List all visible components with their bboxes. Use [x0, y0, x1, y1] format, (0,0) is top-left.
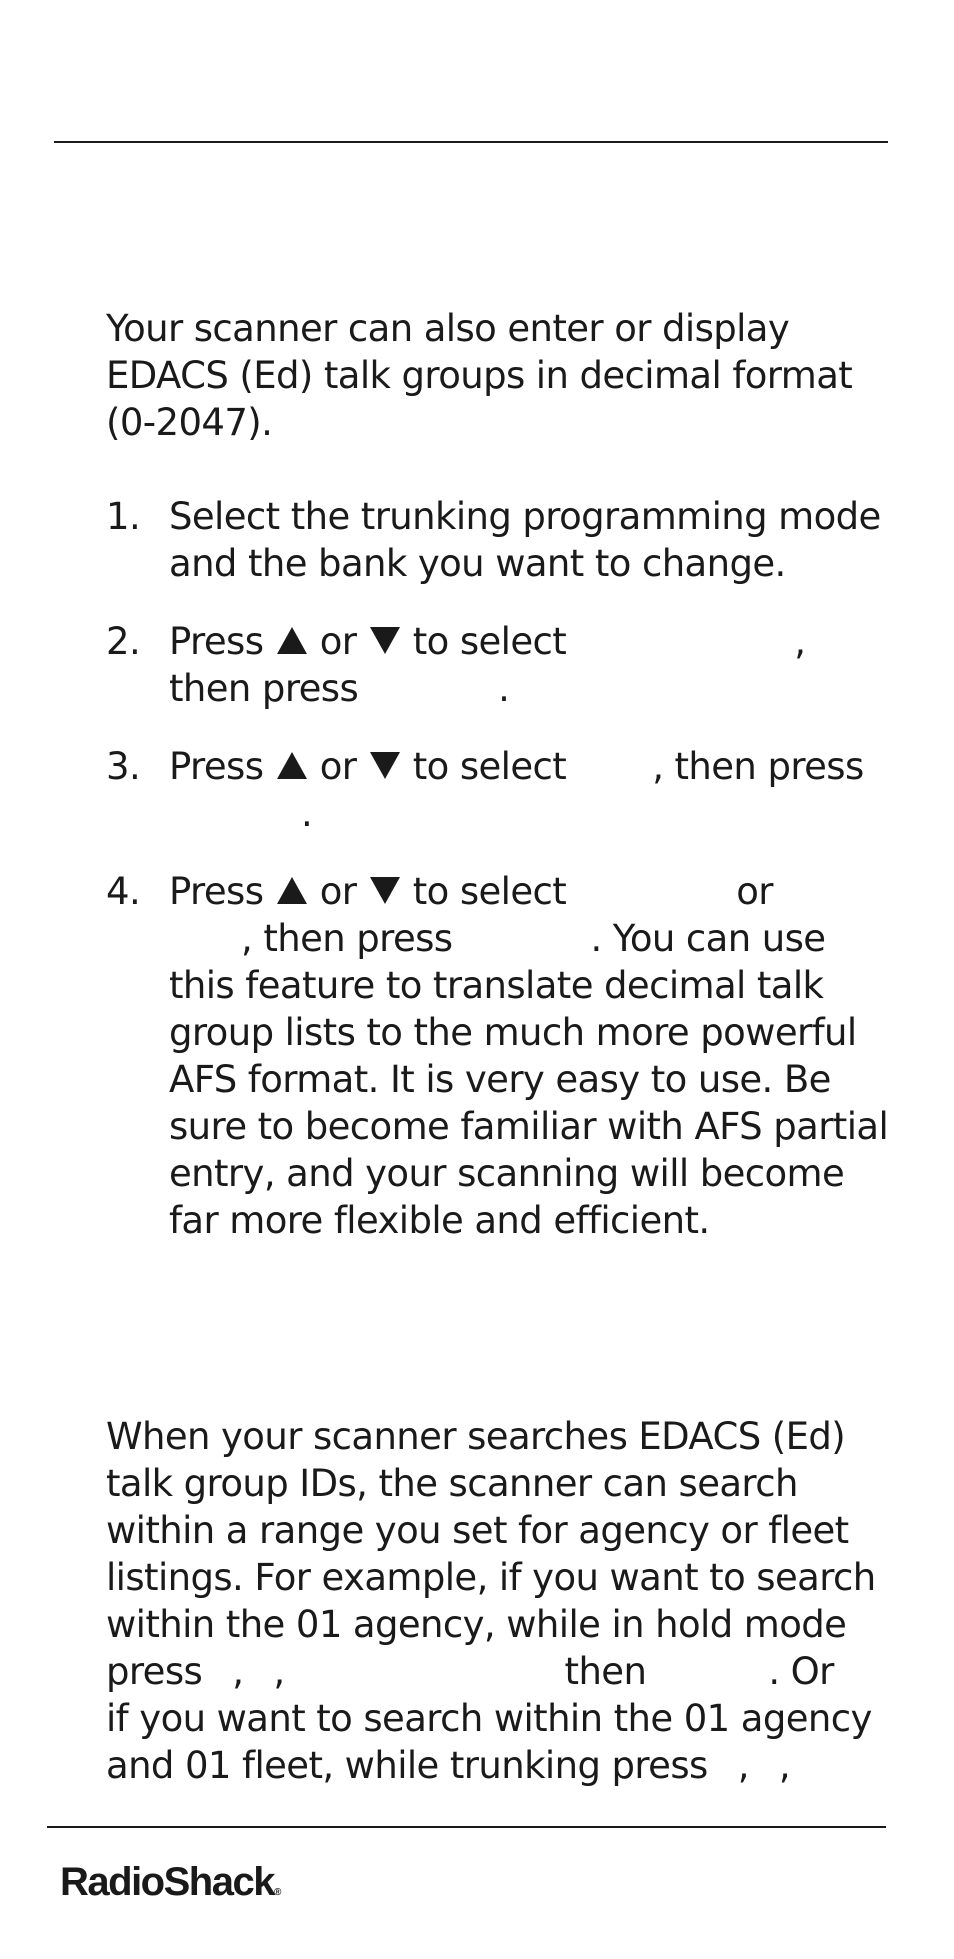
step-line: far more flexible and efficient. [169, 1199, 710, 1242]
logo-text: RadioShack [60, 1860, 274, 1904]
step-text: Press [169, 620, 264, 663]
intro-paragraph [106, 305, 852, 446]
step-line: AFS format. It is very easy to use. Be [169, 1058, 831, 1101]
registered-mark: ® [273, 1887, 282, 1898]
search-text: , [232, 1650, 244, 1693]
step-text: to select [412, 620, 567, 663]
step-number: 4. [106, 870, 141, 913]
down-arrow-icon [370, 752, 400, 779]
step-number: 2. [106, 620, 141, 663]
step-line: Select the trunking programming mode [169, 495, 881, 538]
search-line: When your scanner searches EDACS (Ed) [106, 1415, 846, 1458]
up-arrow-icon [277, 752, 307, 779]
step-number: 3. [106, 745, 141, 788]
step-line [106, 915, 888, 962]
step-line: sure to become familiar with AFS partial [169, 1105, 889, 1148]
search-paragraph [106, 1413, 876, 1789]
step-text: Press [169, 870, 264, 913]
step-text: , then press [652, 745, 864, 788]
search-line: if you want to search within the 01 agency [106, 1697, 872, 1740]
step-line [106, 790, 864, 837]
intro-line: EDACS (Ed) talk groups in decimal format [106, 354, 853, 397]
step-text: or [319, 870, 357, 913]
up-arrow-icon [277, 627, 307, 654]
step-text: then press [169, 667, 359, 710]
step-line [106, 743, 864, 790]
intro-line: Your scanner can also enter or display [106, 307, 790, 350]
search-text: press [106, 1650, 203, 1693]
step-text: to select [412, 745, 567, 788]
step-line: entry, and your scanning will become [169, 1152, 845, 1195]
search-line: within a range you set for agency or fleet [106, 1509, 849, 1552]
step-text: or [736, 870, 773, 913]
radioshack-logo [60, 1860, 281, 1905]
step-line [106, 618, 805, 665]
step-text: Press [169, 745, 264, 788]
step-2 [106, 618, 805, 712]
top-rule [54, 141, 888, 143]
step-number: 1. [106, 495, 141, 538]
step-text: . [498, 667, 510, 710]
step-text: , [794, 620, 806, 663]
intro-line: (0-2047). [106, 401, 273, 444]
search-line [106, 1648, 876, 1695]
step-line [106, 868, 888, 915]
search-text: and 01 fleet, while trunking press [106, 1744, 708, 1787]
search-text: . Or [768, 1650, 834, 1693]
bottom-rule [47, 1826, 886, 1828]
search-text: then [564, 1650, 647, 1693]
step-text: to select [412, 870, 567, 913]
search-line [106, 1742, 876, 1789]
step-1 [106, 493, 881, 587]
search-line: listings. For example, if you want to search [106, 1556, 876, 1599]
step-text: or [319, 620, 357, 663]
search-text: , [273, 1650, 285, 1693]
search-text: , [737, 1744, 749, 1787]
search-line: talk group IDs, the scanner can search [106, 1462, 798, 1505]
step-text: . [301, 792, 313, 835]
down-arrow-icon [370, 627, 400, 654]
step-text: , then press [241, 917, 453, 960]
up-arrow-icon [277, 877, 307, 904]
step-text: or [319, 745, 357, 788]
step-line: and the bank you want to change. [169, 542, 786, 585]
step-4 [106, 868, 888, 1244]
step-3 [106, 743, 864, 837]
search-text: , [778, 1744, 791, 1787]
step-line: group lists to the much more powerful [169, 1011, 857, 1054]
step-line: this feature to translate decimal talk [169, 964, 824, 1007]
step-line [106, 665, 805, 712]
step-text: . You can use [590, 917, 826, 960]
search-line: within the 01 agency, while in hold mode [106, 1603, 847, 1646]
down-arrow-icon [370, 877, 400, 904]
